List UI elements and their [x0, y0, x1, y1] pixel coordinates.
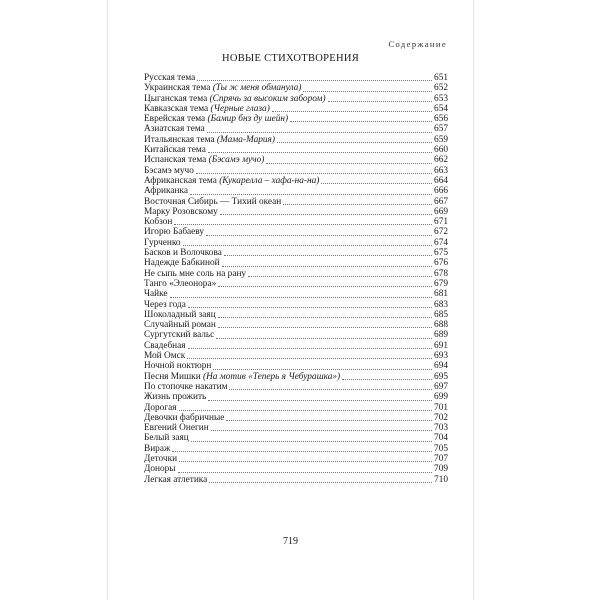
toc-entry-title — [144, 300, 186, 310]
toc-entry-page: 707 — [434, 453, 448, 464]
dot-leader — [207, 132, 432, 133]
toc-entry-main-title: Через года — [144, 299, 186, 310]
toc-entry-main-title: Сургутский вальс — [144, 330, 215, 341]
dot-leader — [179, 461, 432, 462]
toc-entry — [144, 454, 448, 464]
toc-entry — [144, 320, 448, 330]
toc-entry-title — [144, 341, 186, 351]
toc-entry — [144, 361, 448, 371]
toc-entry-title — [144, 145, 206, 155]
dot-leader — [321, 183, 432, 184]
dot-leader — [229, 389, 432, 390]
toc-entry-page: 656 — [434, 114, 448, 125]
toc-entry — [144, 392, 448, 402]
toc-entry-page: 697 — [434, 381, 448, 392]
dot-leader — [222, 266, 432, 267]
toc-entry-page: 674 — [434, 237, 448, 248]
toc-entry-title — [144, 475, 207, 485]
toc-entry-title — [144, 73, 195, 83]
toc-entry-title — [144, 372, 340, 382]
toc-entry-main-title: Доноры — [144, 464, 176, 475]
dot-leader — [266, 163, 432, 164]
toc-entry — [144, 135, 448, 145]
toc-entry — [144, 238, 448, 248]
toc-entry — [144, 73, 448, 83]
toc-entry — [144, 176, 448, 186]
toc-entry-page: 699 — [434, 392, 448, 403]
dot-leader — [218, 286, 432, 287]
toc-entry-main-title: Ночной ноктюрн — [144, 361, 212, 372]
toc-entry-title — [144, 361, 211, 371]
toc-entry — [144, 289, 448, 299]
toc-entry-title — [144, 94, 326, 104]
toc-entry-main-title: Деточки — [144, 453, 178, 464]
toc-entry-title — [144, 104, 270, 114]
toc-entry-title — [144, 330, 214, 340]
toc-entry-subtitle: (Спрячь за высоким забором) — [209, 93, 326, 104]
dot-leader — [179, 410, 433, 411]
toc-entry-subtitle: (Черные глаза) — [210, 103, 270, 114]
toc-entry-subtitle: (На мотив «Теперь я Чебурашка») — [203, 371, 341, 382]
table-of-contents — [144, 73, 448, 485]
book-page — [107, 0, 474, 600]
toc-entry-title — [144, 454, 177, 464]
dot-leader — [211, 430, 432, 431]
toc-entry-page: 710 — [434, 474, 448, 485]
toc-entry-main-title: Не сыпь мне соль на рану — [144, 268, 247, 279]
toc-entry-page: 695 — [434, 371, 448, 382]
toc-entry — [144, 114, 448, 124]
toc-entry-main-title: Вираж — [144, 443, 171, 454]
toc-entry-page: 653 — [434, 93, 448, 104]
toc-entry-title — [144, 289, 168, 299]
toc-entry-title — [144, 155, 264, 165]
toc-entry-main-title: Еврейская тема — [144, 114, 206, 125]
toc-entry-page: 681 — [434, 289, 448, 300]
toc-entry-page: 709 — [434, 464, 448, 475]
toc-entry — [144, 413, 448, 423]
toc-entry-title — [144, 207, 218, 217]
toc-entry-page: 657 — [434, 124, 448, 135]
toc-entry-title — [144, 310, 216, 320]
toc-entry-title — [144, 186, 188, 196]
toc-entry-title — [144, 114, 288, 124]
dot-leader — [174, 224, 432, 225]
toc-entry-main-title: Африканская тема — [144, 175, 217, 186]
toc-entry-title — [144, 227, 204, 237]
toc-entry-title — [144, 464, 176, 474]
toc-entry-main-title: Девочки фабричные — [144, 412, 225, 423]
toc-entry — [144, 464, 448, 474]
toc-entry-page: 654 — [434, 103, 448, 114]
toc-entry-main-title: Случайный роман — [144, 320, 216, 331]
toc-entry — [144, 310, 448, 320]
toc-entry — [144, 83, 448, 93]
toc-entry-main-title: Чайке — [144, 289, 168, 300]
toc-entry-page: 659 — [434, 134, 448, 145]
toc-entry-main-title: Жизнь прожить — [144, 392, 207, 403]
toc-entry-page: 679 — [434, 278, 448, 289]
toc-entry-page: 671 — [434, 217, 448, 228]
toc-entry-main-title: Игорю Бабаеву — [144, 227, 205, 238]
toc-entry-main-title: Азиатская тема — [144, 124, 205, 135]
toc-entry-page: 693 — [434, 351, 448, 362]
toc-entry-title — [144, 258, 220, 268]
page-number: 719 — [283, 536, 298, 547]
toc-entry-page: 676 — [434, 258, 448, 269]
toc-entry-page: 675 — [434, 248, 448, 259]
toc-entry-subtitle: (Бэсамэ мучо) — [208, 155, 265, 166]
toc-entry-main-title: Кавказская тема — [144, 103, 209, 114]
toc-entry-title — [144, 197, 281, 207]
dot-leader — [218, 327, 432, 328]
dot-leader — [191, 441, 432, 442]
dot-leader — [178, 472, 433, 473]
toc-entry-main-title: Африканка — [144, 186, 188, 197]
toc-entry — [144, 217, 448, 227]
running-head: Содержание — [388, 39, 447, 49]
toc-entry-main-title: Дорогая — [144, 402, 177, 413]
toc-entry-page: 705 — [434, 443, 448, 454]
toc-entry-title — [144, 238, 181, 248]
toc-entry-page: 688 — [434, 320, 448, 331]
toc-entry-main-title: Кобзон — [144, 217, 173, 228]
dot-leader — [209, 482, 432, 483]
toc-entry-page: 689 — [434, 330, 448, 341]
dot-leader — [213, 369, 432, 370]
dot-leader — [290, 121, 432, 122]
toc-entry-main-title: Белый заяц — [144, 433, 189, 444]
toc-entry-title — [144, 135, 275, 145]
toc-entry-title — [144, 166, 194, 176]
toc-entry — [144, 403, 448, 413]
dot-leader — [197, 80, 432, 81]
toc-entry-subtitle: (Мама-Мария) — [216, 134, 275, 145]
toc-entry — [144, 166, 448, 176]
toc-entry-title — [144, 217, 172, 227]
toc-entry-title — [144, 248, 222, 258]
dot-leader — [277, 142, 432, 143]
toc-entry-main-title: Русская тема — [144, 73, 196, 83]
toc-entry-main-title: Легкая атлетика — [144, 474, 208, 485]
toc-entry-title — [144, 320, 216, 330]
toc-entry-page: 691 — [434, 340, 448, 351]
toc-entry-title — [144, 176, 319, 186]
toc-entry-main-title: Цыганская тема — [144, 93, 208, 104]
toc-entry-title — [144, 413, 224, 423]
toc-entry-title — [144, 423, 209, 433]
dot-leader — [188, 348, 432, 349]
toc-entry-page: 667 — [434, 196, 448, 207]
dot-leader — [226, 420, 432, 421]
toc-entry — [144, 124, 448, 134]
dot-leader — [303, 91, 432, 92]
toc-entry-title — [144, 124, 205, 134]
dot-leader — [248, 276, 432, 277]
toc-entry-title — [144, 444, 170, 454]
toc-entry-main-title: Гурченко — [144, 237, 181, 248]
dot-leader — [170, 297, 432, 298]
toc-entry-title — [144, 351, 185, 361]
toc-entry-main-title: Надежде Бабкиной — [144, 258, 220, 269]
dot-leader — [187, 358, 432, 359]
dot-leader — [218, 317, 432, 318]
toc-entry — [144, 433, 448, 443]
toc-entry — [144, 300, 448, 310]
toc-entry — [144, 248, 448, 258]
dot-leader — [272, 111, 432, 112]
toc-entry-page: 701 — [434, 402, 448, 413]
toc-entry-page: 678 — [434, 268, 448, 279]
toc-entry — [144, 444, 448, 454]
toc-entry-title — [144, 392, 206, 402]
dot-leader — [208, 152, 432, 153]
toc-entry — [144, 186, 448, 196]
toc-entry-page: 694 — [434, 361, 448, 372]
toc-entry — [144, 258, 448, 268]
toc-entry-main-title: Испанская тема — [144, 155, 207, 166]
toc-entry-subtitle: (Ты ж меня обманула) — [212, 83, 302, 94]
toc-entry-main-title: Танго «Элеонора» — [144, 278, 217, 289]
toc-entry-main-title: Мой Омск — [144, 351, 186, 362]
dot-leader — [224, 255, 432, 256]
toc-entry-main-title: Шоколадный заяц — [144, 309, 216, 320]
toc-entry-main-title: Итальянская тема — [144, 134, 215, 145]
toc-entry-main-title: Свадебная — [144, 340, 186, 351]
toc-entry — [144, 104, 448, 114]
toc-entry-page: 702 — [434, 412, 448, 423]
toc-entry — [144, 155, 448, 165]
toc-entry — [144, 330, 448, 340]
toc-entry-title — [144, 433, 189, 443]
toc-entry — [144, 475, 448, 485]
toc-entry-title — [144, 382, 227, 392]
dot-leader — [190, 194, 432, 195]
dot-leader — [188, 307, 432, 308]
toc-entry-page: 652 — [434, 83, 448, 94]
toc-entry-page: 662 — [434, 155, 448, 166]
toc-entry-main-title: Восточная Сибирь — Тихий океан — [144, 196, 282, 207]
toc-entry — [144, 145, 448, 155]
dot-leader — [208, 400, 432, 401]
toc-entry-page: 685 — [434, 309, 448, 320]
toc-entry-page: 669 — [434, 206, 448, 217]
toc-entry-page: 651 — [434, 73, 448, 83]
toc-entry-title — [144, 403, 177, 413]
toc-entry-page: 672 — [434, 227, 448, 238]
toc-entry-title — [144, 279, 216, 289]
toc-entry-main-title: Украинская тема — [144, 83, 211, 94]
toc-entry-title — [144, 83, 301, 93]
dot-leader — [172, 451, 432, 452]
toc-entry-page: 704 — [434, 433, 448, 444]
toc-entry-page: 663 — [434, 165, 448, 176]
section-title: НОВЫЕ СТИХОТВОРЕНИЯ — [221, 53, 360, 64]
toc-entry-main-title: По стопочке накатим — [144, 381, 228, 392]
dot-leader — [342, 379, 432, 380]
toc-entry — [144, 351, 448, 361]
toc-entry-main-title: Марку Розовскому — [144, 206, 218, 217]
toc-entry — [144, 279, 448, 289]
toc-entry-page: 683 — [434, 299, 448, 310]
dot-leader — [196, 173, 432, 174]
toc-entry-main-title: Песня Мишки — [144, 371, 201, 382]
toc-entry-main-title: Евгений Онегин — [144, 423, 209, 434]
toc-entry-page: 664 — [434, 175, 448, 186]
dot-leader — [220, 214, 432, 215]
toc-entry-page: 660 — [434, 145, 448, 156]
toc-entry-subtitle: (Кукарелла – хафа-на-на) — [219, 175, 320, 186]
toc-entry-main-title: Бэсамэ мучо — [144, 165, 194, 176]
toc-entry-main-title: Китайская тема — [144, 145, 206, 156]
dot-leader — [283, 204, 432, 205]
toc-entry — [144, 94, 448, 104]
toc-entry — [144, 269, 448, 279]
dot-leader — [183, 245, 432, 246]
toc-entry-page: 666 — [434, 186, 448, 197]
toc-entry — [144, 227, 448, 237]
toc-entry — [144, 341, 448, 351]
toc-entry — [144, 372, 448, 382]
toc-entry-subtitle: (Бамир бнз ду шейн) — [207, 114, 289, 125]
toc-entry — [144, 197, 448, 207]
toc-entry — [144, 423, 448, 433]
dot-leader — [328, 101, 433, 102]
toc-entry-main-title: Басков и Волочкова — [144, 248, 222, 259]
toc-entry-title — [144, 269, 246, 279]
toc-entry-page: 703 — [434, 423, 448, 434]
toc-entry — [144, 382, 448, 392]
dot-leader — [206, 235, 432, 236]
dot-leader — [216, 338, 432, 339]
toc-entry — [144, 207, 448, 217]
